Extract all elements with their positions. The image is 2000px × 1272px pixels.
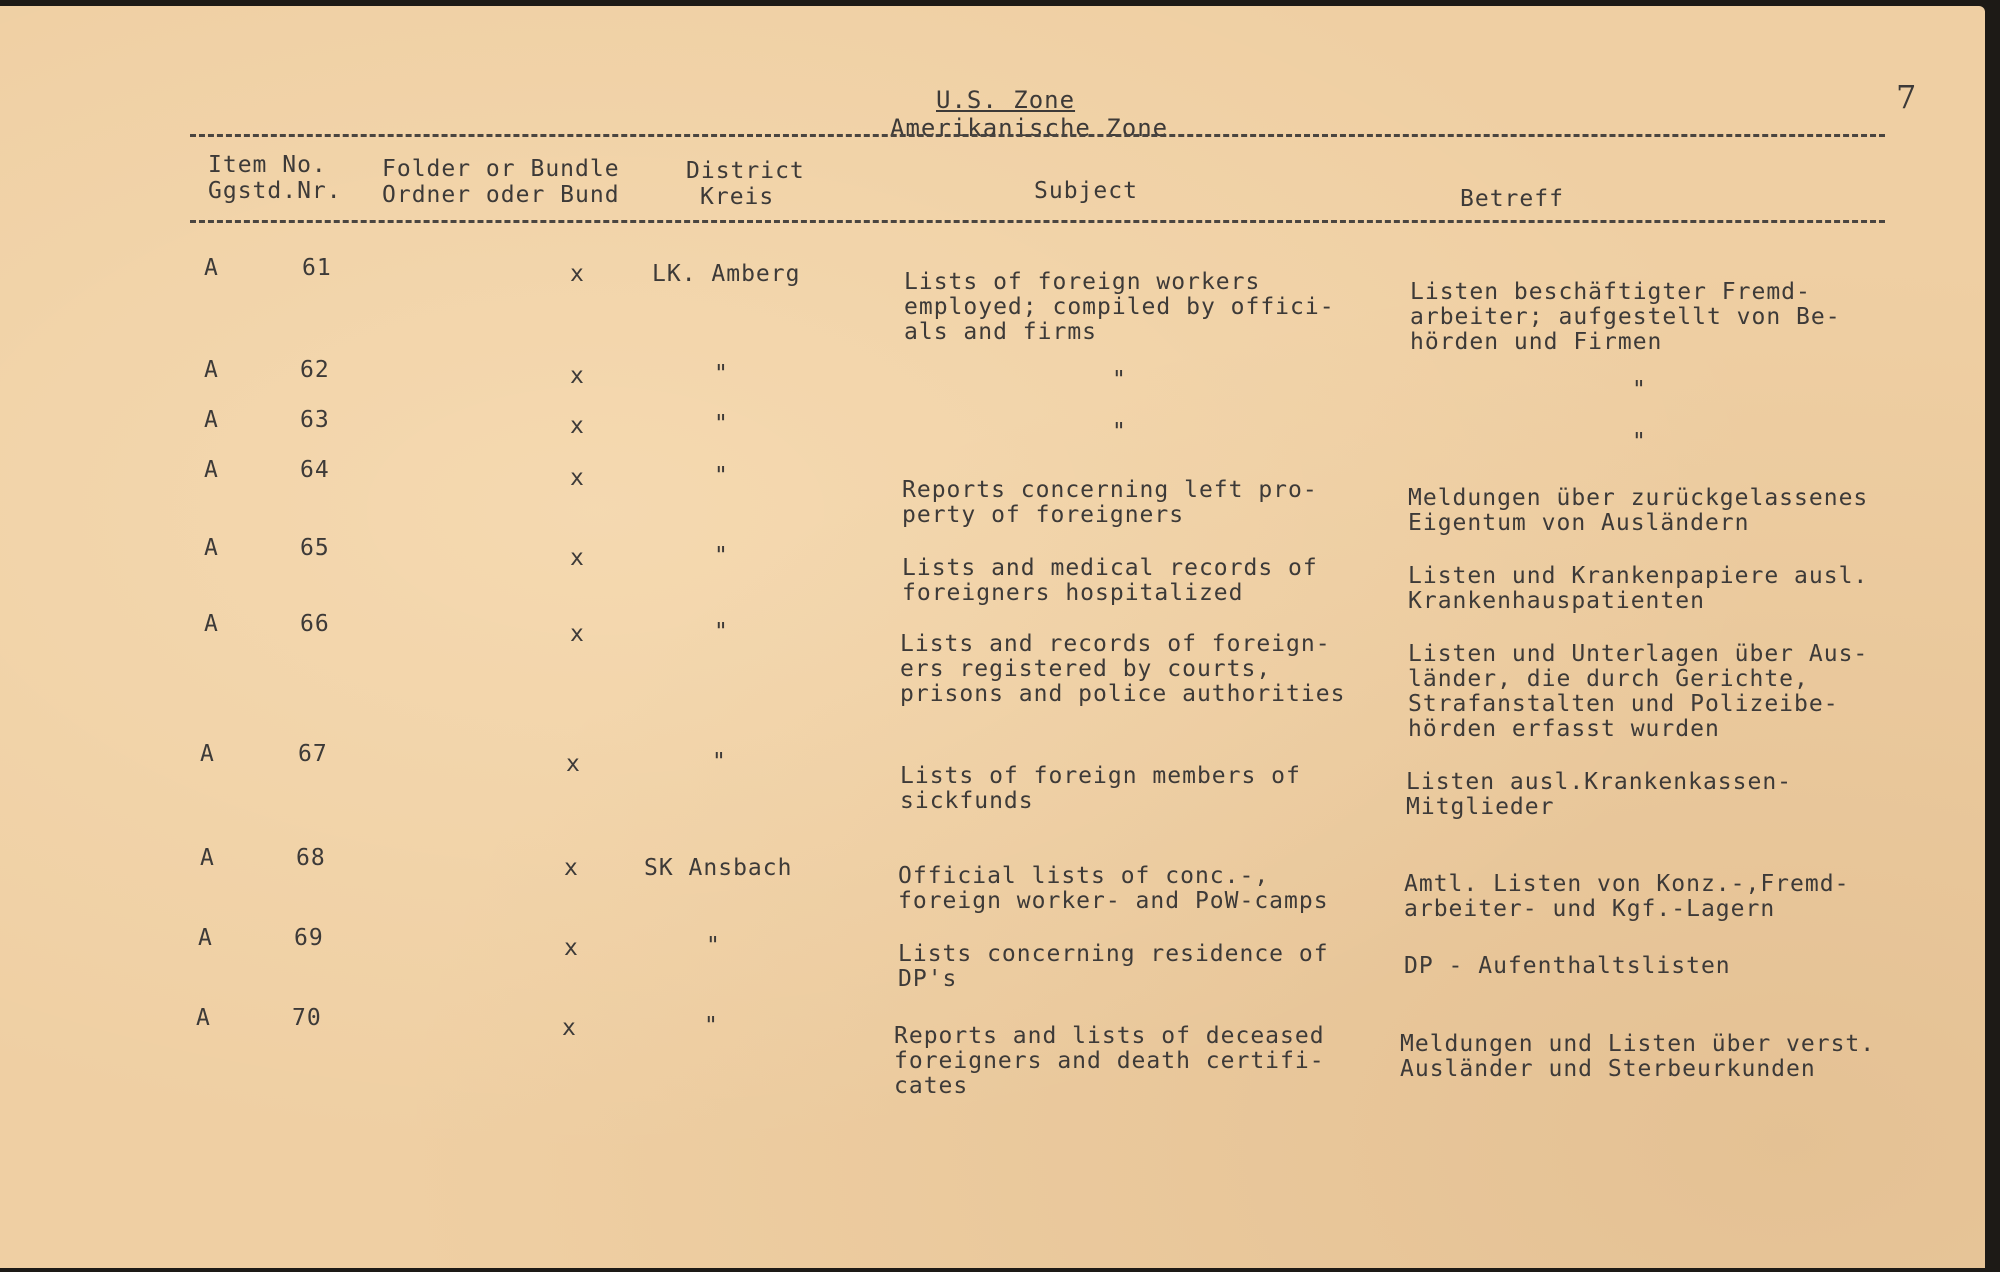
row-66-letter: A [204,611,219,637]
row-61-subject: Lists of foreign workers employed; compiled by offici- als and firms [904,269,1335,345]
row-67-subject: Lists of foreign members of sickfunds [900,763,1301,814]
row-64-mark: x [570,465,585,491]
row-64-letter: A [204,457,219,483]
row-63-district: " [714,411,729,437]
col-district-en: District [686,158,805,184]
row-70-letter: A [196,1005,211,1031]
row-67-number: 67 [298,741,328,767]
row-64-number: 64 [300,457,330,483]
page-number: 7 [1896,78,1917,116]
row-70-mark: x [562,1015,577,1041]
row-69-mark: x [564,935,579,961]
row-67-mark: x [566,751,581,777]
row-68-mark: x [564,855,579,881]
row-63-mark: x [570,413,585,439]
row-69-number: 69 [294,925,324,951]
row-62-district: " [714,361,729,387]
row-65-mark: x [570,545,585,571]
row-66-district: " [714,619,729,645]
row-61-betreff: Listen beschäftigter Fremd- arbeiter; aufgestellt von Be- hörden und Firmen [1410,279,1841,355]
header-rule-top [190,134,1885,137]
row-61-number: 61 [302,255,332,281]
zone-title-en: U.S. Zone [936,86,1076,114]
document-page [0,6,1985,1268]
row-69-district: " [706,933,721,959]
header-rule-bottom [190,220,1885,223]
row-68-district: SK Ansbach [644,855,793,881]
row-66-subject: Lists and records of foreign- ers registered by courts, prisons and police authorities [900,631,1346,707]
row-65-letter: A [204,535,219,561]
row-67-letter: A [200,741,215,767]
row-70-number: 70 [292,1005,322,1031]
row-70-district: " [704,1013,719,1039]
col-district-de: Kreis [700,184,775,210]
row-68-number: 68 [296,845,326,871]
col-folder-en: Folder or Bundle [382,156,620,182]
col-folder-de: Ordner oder Bund [382,182,620,208]
row-61-mark: x [570,261,585,287]
col-item-de: Ggstd.Nr. [208,178,342,204]
row-68-letter: A [200,845,215,871]
row-62-letter: A [204,357,219,383]
row-62-subject: " [1112,367,1127,393]
row-62-mark: x [570,363,585,389]
row-69-letter: A [198,925,213,951]
row-64-district: " [714,463,729,489]
row-62-number: 62 [300,357,330,383]
col-item-en: Item No. [208,152,327,178]
row-65-district: " [714,543,729,569]
row-63-betreff: " [1632,429,1647,455]
row-68-betreff: Amtl. Listen von Konz.-,Fremd- arbeiter- und Kgf.-Lagern [1404,871,1850,922]
row-65-betreff: Listen und Krankenpapiere ausl. Krankenhauspatienten [1408,563,1869,614]
row-63-letter: A [204,407,219,433]
row-70-betreff: Meldungen und Listen über verst. Ausländer und Sterbeurkunden [1400,1031,1876,1082]
row-65-subject: Lists and medical records of foreigners hospitalized [902,555,1318,606]
row-67-district: " [712,749,727,775]
zone-title-de: Amerikanische Zone [890,114,1169,142]
row-66-number: 66 [300,611,330,637]
col-betreff: Betreff [1460,186,1564,212]
row-67-betreff: Listen ausl.Krankenkassen- Mitglieder [1406,769,1793,820]
row-64-subject: Reports concerning left pro- perty of foreigners [902,477,1318,528]
row-62-betreff: " [1632,377,1647,403]
col-subject: Subject [1034,178,1138,204]
row-63-subject: " [1112,419,1127,445]
row-66-mark: x [570,621,585,647]
row-61-district: LK. Amberg [652,261,801,287]
row-65-number: 65 [300,535,330,561]
row-64-betreff: Meldungen über zurückgelassenes Eigentum von Ausländern [1408,485,1869,536]
row-69-subject: Lists concerning residence of DP's [898,941,1329,992]
row-68-subject: Official lists of conc.-, foreign worker- and PoW-camps [898,863,1329,914]
row-61-letter: A [204,255,219,281]
row-66-betreff: Listen und Unterlagen über Aus- länder, die durch Gerichte, Strafanstalten und Polizeibe- hörden erfasst wurden [1408,641,1869,742]
row-63-number: 63 [300,407,330,433]
row-69-betreff: DP - Aufenthaltslisten [1404,953,1731,979]
row-70-subject: Reports and lists of deceased foreigners and death certifi- cates [894,1023,1325,1099]
